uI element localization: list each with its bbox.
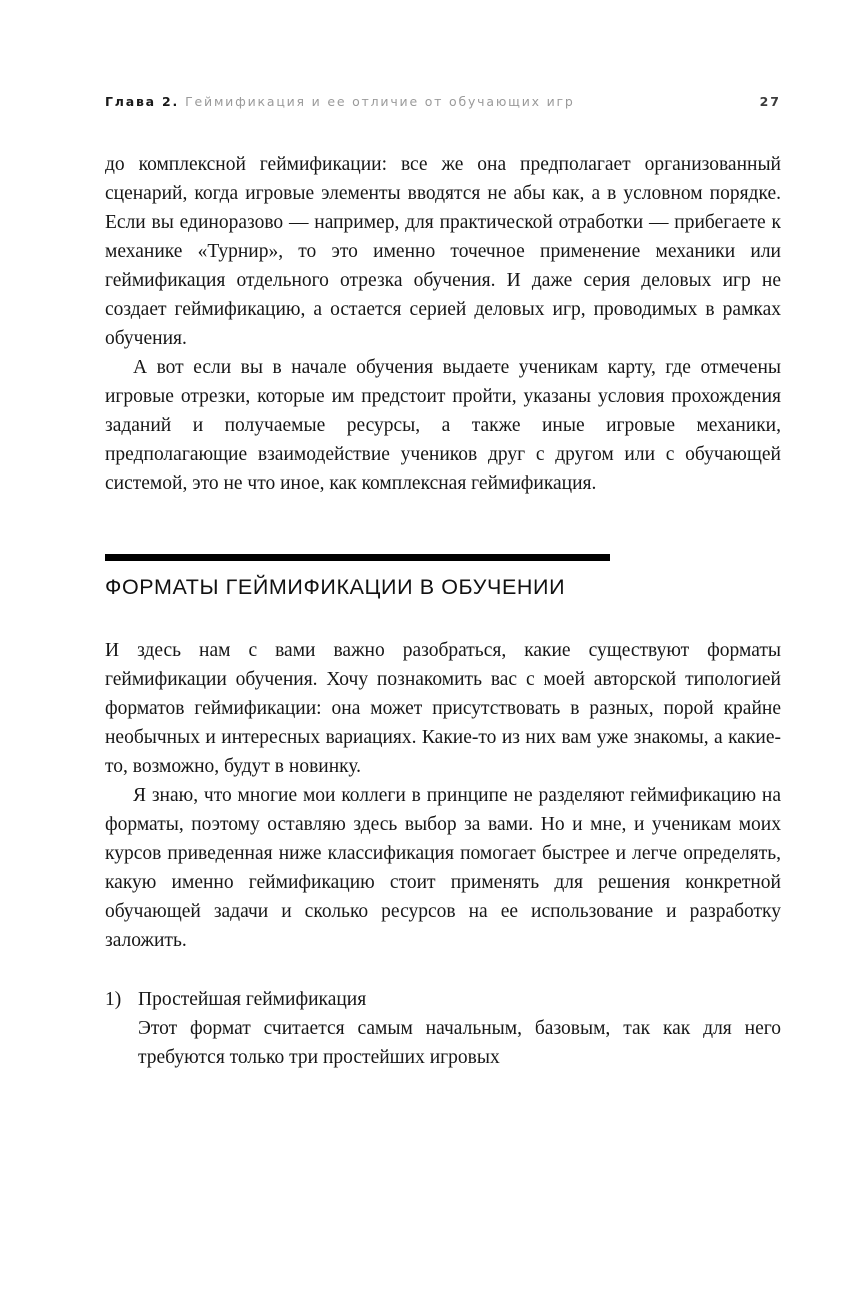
page-content (105, 150, 781, 1072)
page-number: 27 (759, 94, 781, 109)
list-item-title-row (105, 985, 781, 1014)
list-item-title: Простейшая геймификация (138, 989, 367, 1010)
list-item (105, 985, 781, 1072)
section-heading: ФОРМАТЫ ГЕЙМИФИКАЦИИ В ОБУЧЕНИИ (105, 575, 566, 599)
paragraph: А вот если вы в начале обучения выдаете ученикам карту, где отмечены игровые отрезки, которые им предстоит пройти, указаны условия прохождения заданий и получаемые ресурсы, а также иные игровые механики, предполагающие взаимодействие учеников друг с другом или с обучающей системой, это не что иное, как комплексная геймификация. (105, 357, 781, 494)
paragraph: Я знаю, что многие мои коллеги в принципе не разделяют геймификацию на форматы, поэтому оставляю здесь выбор за вами. Но и мне, и ученикам моих курсов приведенная ниже классификация помогает быстрее и легче определять, какую именно геймификацию стоит применять для решения конкретной обучающей задачи и сколько ресурсов на ее использование и разработку заложить. (105, 785, 781, 951)
chapter-label: Глава 2. (105, 94, 180, 109)
chapter-title: Геймификация и ее отличие от обучающих игр (185, 94, 575, 109)
running-head (105, 94, 781, 109)
paragraph: до комплексной геймификации: все же она предполагает организованный сценарий, когда игровые элементы вводятся не абы как, а в условном порядке. Если вы единоразово — например, для практической отработки — прибегаете к механике «Турнир», то это именно точечное применение механики или геймификация отдельного отрезка обучения. И даже серия деловых игр не создает геймификацию, а остается серией деловых игр, проводимых в рамках обучения. (105, 154, 781, 349)
list-item-body: Этот формат считается самым начальным, базовым, так как для него требуются только три простейших игровых (138, 1018, 781, 1068)
running-head-left (105, 94, 575, 109)
section-header-block (105, 554, 781, 600)
paragraph: И здесь нам с вами важно разобраться, какие существуют форматы геймификации обучения. Хочу познакомить вас с моей авторской типологией форматов геймификации: она может присутствовать в разных, порой крайне необычных и интересных вариациях. Какие-то из них вам уже знакомы, а какие-то, возможно, будут в новинку. (105, 640, 781, 777)
list-item-marker: 1) (105, 989, 122, 1010)
section-rule (105, 554, 610, 561)
